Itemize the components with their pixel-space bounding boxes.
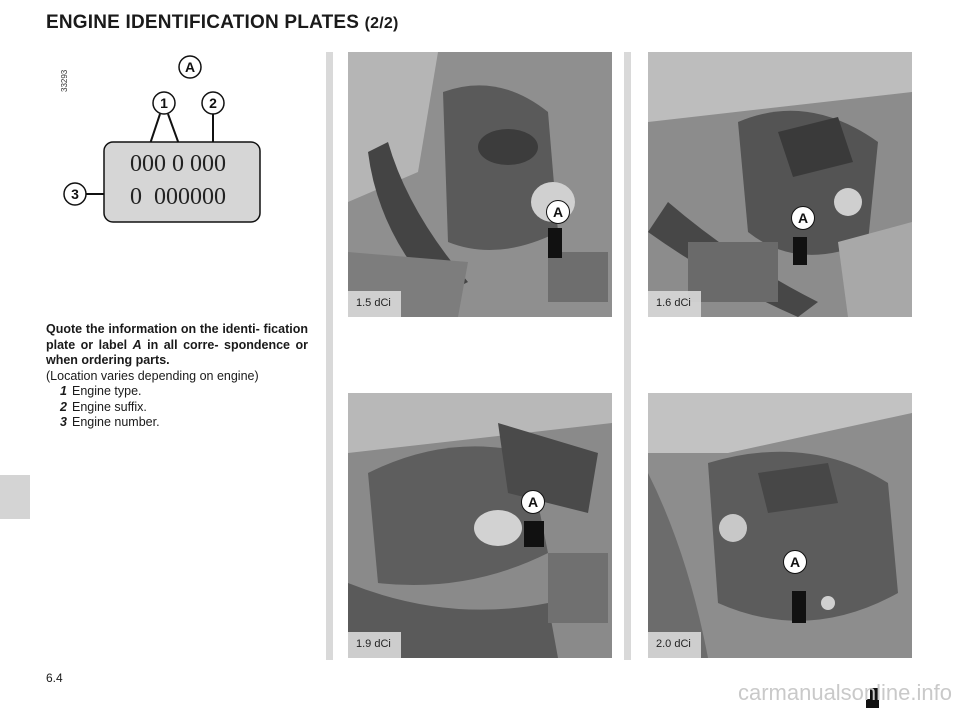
intro-label: A xyxy=(132,337,142,352)
engine-photo-4 xyxy=(648,393,912,658)
engine-label: 2.0 dCi xyxy=(648,632,701,658)
page-number: 6.4 xyxy=(46,671,63,685)
engine-label: 1.5 dCi xyxy=(348,291,401,317)
engine-bay-image xyxy=(348,393,612,658)
section-tab xyxy=(0,475,30,519)
location-note: (Location varies depending on engine) xyxy=(46,368,259,383)
column-divider xyxy=(326,52,333,660)
figure-code-plate: 33293 xyxy=(60,69,69,92)
list-item: 1 Engine type. xyxy=(60,384,142,398)
plate-line-2: 0 000000 xyxy=(130,184,226,210)
engine-label: 1.9 dCi xyxy=(348,632,401,658)
callout-2: 2 xyxy=(209,95,217,111)
marker-a: A xyxy=(791,206,815,230)
page-title xyxy=(46,12,399,34)
engine-photo-1 xyxy=(348,52,612,317)
marker-a: A xyxy=(521,490,545,514)
engine-bay-image xyxy=(348,52,612,317)
page-title-text: ENGINE IDENTIFICATION PLATES xyxy=(46,12,360,33)
list-item: 2 Engine suffix. xyxy=(60,399,147,414)
callout-1: 1 xyxy=(160,95,168,111)
plate-diagram xyxy=(60,52,280,232)
list-item: 3 Engine number. xyxy=(60,415,160,429)
callout-3: 3 xyxy=(71,186,79,202)
engine-photo-2 xyxy=(648,52,912,317)
plate-label-a: A xyxy=(184,59,196,75)
body-text xyxy=(46,322,308,431)
marker-a: A xyxy=(546,200,570,224)
engine-bay-image xyxy=(648,393,912,658)
intro-paragraph: Quote the information on the identi- fication plate or label A in all corre- spondence or when ordering parts. xyxy=(46,322,308,367)
watermark-text: carmanualsonline.info xyxy=(737,680,952,705)
plate-line-1: 000 0 000 xyxy=(130,151,226,177)
engine-label: 1.6 dCi xyxy=(648,291,701,317)
page-title-suffix: (2/2) xyxy=(364,15,399,32)
engine-bay-image xyxy=(648,52,912,317)
column-divider xyxy=(624,52,631,660)
marker-a: A xyxy=(783,550,807,574)
engine-photo-3 xyxy=(348,393,612,658)
